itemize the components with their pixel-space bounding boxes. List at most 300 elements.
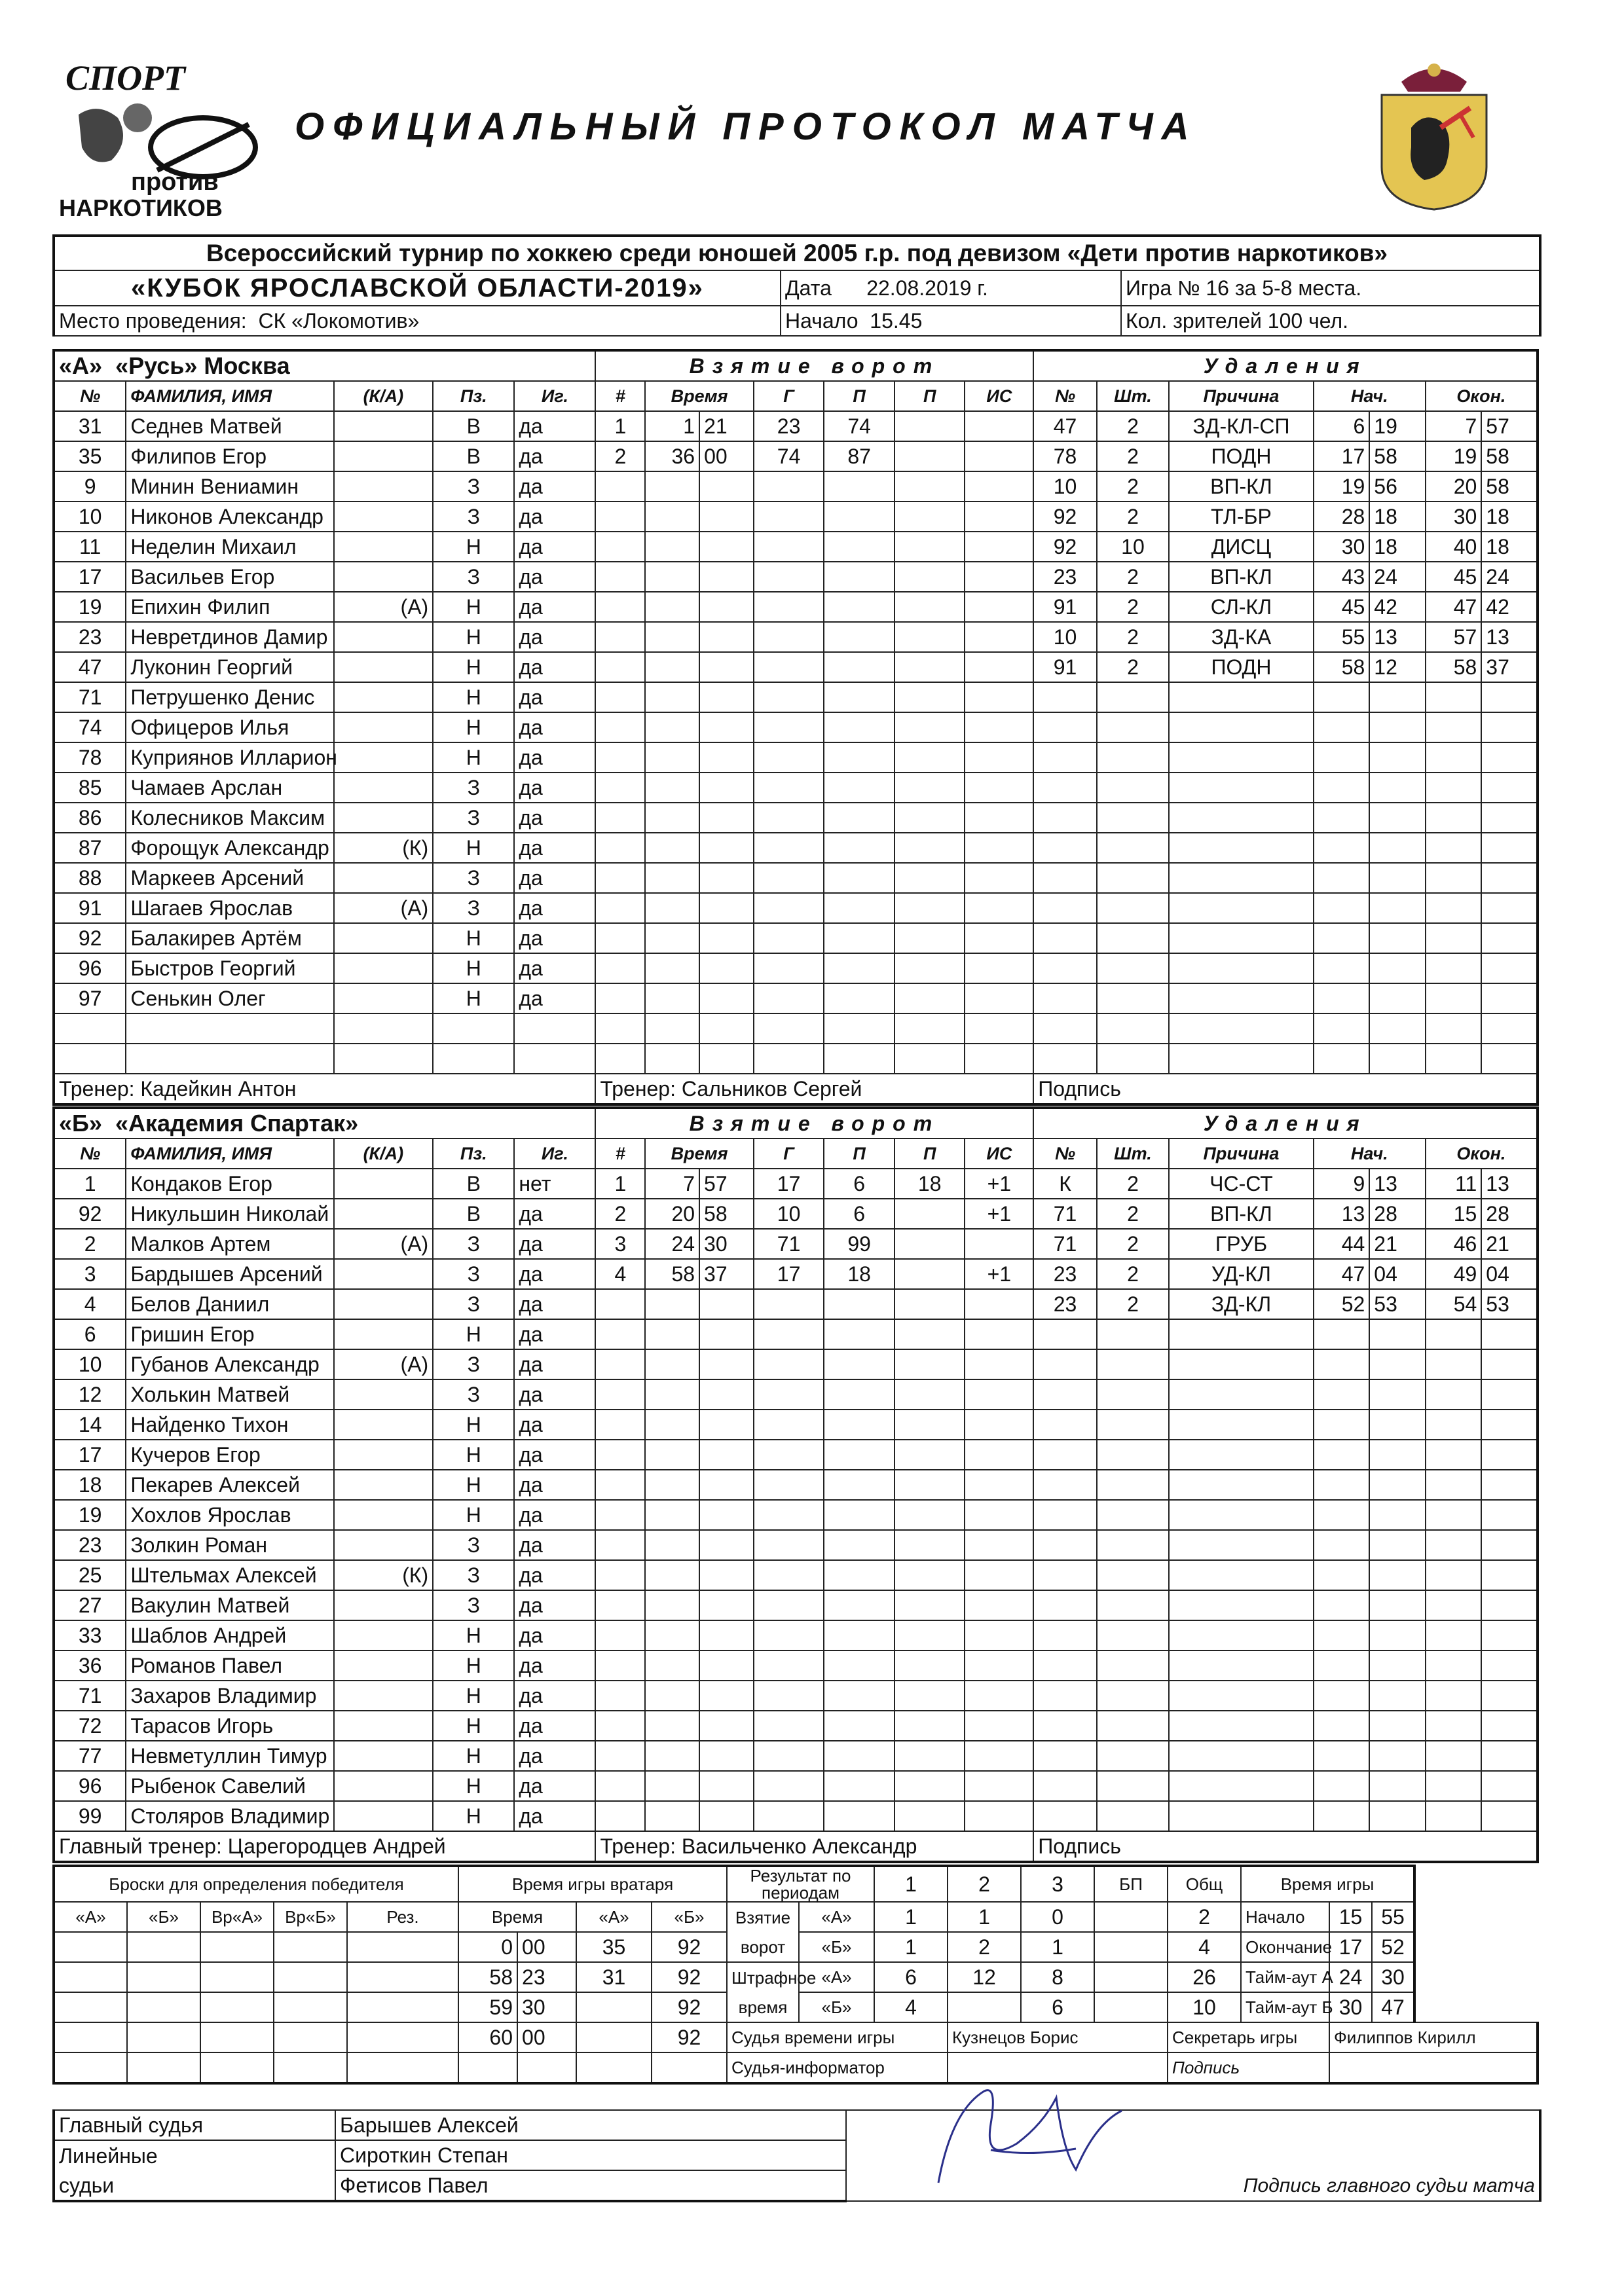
player-row — [54, 1013, 1538, 1044]
goal-assist2 — [895, 833, 965, 863]
goal-assist1 — [824, 712, 895, 742]
player-row — [54, 411, 1538, 441]
penalty-start-min — [1314, 1044, 1370, 1074]
player-number: 35 — [54, 441, 126, 471]
summary-row — [54, 2052, 1538, 2083]
penalty-end-sec — [1481, 1711, 1538, 1741]
game-time-title: Время игры — [1241, 1866, 1414, 1902]
goalie-min: 60 — [458, 2022, 517, 2052]
player-position: В — [433, 441, 514, 471]
penalty-player — [1033, 1013, 1097, 1044]
period-row-team: «А» — [799, 1962, 874, 1992]
period-3-header: 3 — [1021, 1866, 1094, 1902]
player-name: Рыбенок Савелий — [126, 1771, 333, 1801]
penalty-player — [1033, 1771, 1097, 1801]
goal-sec — [699, 803, 754, 833]
player-row — [54, 1590, 1538, 1620]
player-row — [54, 803, 1538, 833]
penalty-player — [1033, 1711, 1097, 1741]
penalty-end-sec — [1481, 1681, 1538, 1711]
game-time-sec: 55 — [1372, 1902, 1414, 1932]
penalty-player: 23 — [1033, 1259, 1097, 1289]
goal-sec — [699, 953, 754, 983]
penalty-end-sec — [1481, 1560, 1538, 1590]
player-number: 92 — [54, 923, 126, 953]
played-header: Иг. — [514, 1139, 595, 1169]
period-value — [1094, 1962, 1168, 1992]
player-position: З — [433, 562, 514, 592]
penalty-minutes — [1097, 1741, 1169, 1771]
goal-number — [595, 592, 645, 622]
timekeeper-name: Кузнецов Борис — [948, 2022, 1168, 2052]
player-name: Захаров Владимир — [126, 1681, 333, 1711]
penalty-reason — [1169, 1741, 1314, 1771]
goal-scorer-header: Г — [754, 381, 824, 411]
coach-1: Тренер: Кадейкин Антон — [54, 1074, 595, 1104]
goal-number — [595, 1590, 645, 1620]
handwritten-signature-icon — [925, 2071, 1161, 2196]
goal-sec: 00 — [699, 441, 754, 471]
goal-sec — [699, 1741, 754, 1771]
player-number: 10 — [54, 501, 126, 532]
goal-strength — [965, 803, 1033, 833]
penalty-end-sec — [1481, 803, 1538, 833]
goal-assist1 — [824, 471, 895, 501]
penalty-reason — [1169, 833, 1314, 863]
game-time-min: 24 — [1329, 1962, 1372, 1992]
penalty-start-min — [1314, 1560, 1370, 1590]
penalty-reason: ДИСЦ — [1169, 532, 1314, 562]
goalie-b: 92 — [652, 2022, 727, 2052]
penalty-start-min — [1314, 742, 1370, 773]
player-played: да — [514, 1650, 595, 1681]
goal-sec — [699, 1711, 754, 1741]
goal-assist2 — [895, 1470, 965, 1500]
goal-strength — [965, 1741, 1033, 1771]
player-role — [334, 1650, 434, 1681]
summary-row — [54, 2022, 1538, 2052]
penalty-start-sec — [1369, 1741, 1426, 1771]
player-number: 97 — [54, 983, 126, 1013]
goal-number — [595, 562, 645, 592]
player-played: да — [514, 863, 595, 893]
goal-strength — [965, 923, 1033, 953]
player-name: Быстров Георгий — [126, 953, 333, 983]
summary-row — [54, 1902, 1538, 1932]
goalie-sec: 00 — [517, 1932, 576, 1962]
shootout-cell — [200, 2022, 274, 2052]
venue-label: Место проведения: — [59, 309, 247, 333]
penalty-minutes-header: Шт. — [1097, 1139, 1169, 1169]
summary-table — [52, 1865, 1539, 2085]
player-name: Балакирев Артём — [126, 923, 333, 953]
period-value: 1 — [1021, 1932, 1094, 1962]
player-number: 77 — [54, 1741, 126, 1771]
player-played: да — [514, 953, 595, 983]
goal-assist2 — [895, 923, 965, 953]
goal-strength — [965, 1801, 1033, 1831]
penalty-end-sec — [1481, 1741, 1538, 1771]
penalty-reason — [1169, 1013, 1314, 1044]
penalty-reason — [1169, 1470, 1314, 1500]
penalty-player — [1033, 983, 1097, 1013]
player-row — [54, 1681, 1538, 1711]
goalie-b-col: «Б» — [652, 1902, 727, 1932]
goal-strength — [965, 1044, 1033, 1074]
penalty-reason: ЗД-КА — [1169, 622, 1314, 652]
goal-min — [645, 501, 699, 532]
penalty-end-sec: 04 — [1481, 1259, 1538, 1289]
player-name: Колесников Максим — [126, 803, 333, 833]
penalty-end-min — [1426, 953, 1482, 983]
goal-strength: +1 — [965, 1169, 1033, 1199]
penalty-end-min: 45 — [1426, 562, 1482, 592]
goal-scorer — [754, 1289, 824, 1319]
goal-assist1 — [824, 1711, 895, 1741]
goal-scorer — [754, 1801, 824, 1831]
goal-assist1: 18 — [824, 1259, 895, 1289]
period-value: 4 — [1168, 1932, 1241, 1962]
player-played — [514, 1044, 595, 1074]
penalty-player: 23 — [1033, 1289, 1097, 1319]
goal-assist2 — [895, 1530, 965, 1560]
penalty-minutes: 2 — [1097, 1199, 1169, 1229]
player-role — [334, 1199, 434, 1229]
shootout-cell — [274, 1962, 347, 1992]
goal-assist2 — [895, 1199, 965, 1229]
goal-strength — [965, 562, 1033, 592]
match-date — [781, 270, 1121, 306]
penalty-end-min — [1426, 1349, 1482, 1379]
goal-assist1: 6 — [824, 1199, 895, 1229]
penalty-player — [1033, 1500, 1097, 1530]
penalty-player: 71 — [1033, 1229, 1097, 1259]
goal-scorer — [754, 1620, 824, 1650]
goal-number — [595, 1530, 645, 1560]
team-b-title-row — [54, 1108, 1538, 1139]
shootout-col-1: «Б» — [127, 1902, 200, 1932]
penalty-start-sec — [1369, 863, 1426, 893]
penalty-player: 10 — [1033, 622, 1097, 652]
goal-min — [645, 893, 699, 923]
goal-strength — [965, 833, 1033, 863]
goal-strength — [965, 773, 1033, 803]
player-number: 12 — [54, 1379, 126, 1410]
player-position: Н — [433, 532, 514, 562]
player-row — [54, 773, 1538, 803]
penalty-end-sec — [1481, 863, 1538, 893]
player-position: Н — [433, 923, 514, 953]
goal-sec — [699, 1560, 754, 1590]
player-row — [54, 1530, 1538, 1560]
goal-time-header: Время — [645, 381, 753, 411]
goal-strength — [965, 471, 1033, 501]
penalty-minutes — [1097, 1771, 1169, 1801]
penalty-end-sec — [1481, 773, 1538, 803]
goal-strength — [965, 652, 1033, 682]
penalty-end-sec — [1481, 833, 1538, 863]
player-played: да — [514, 1440, 595, 1470]
player-name: Малков Артем — [126, 1229, 333, 1259]
player-played: да — [514, 441, 595, 471]
penalty-end-sec — [1481, 1771, 1538, 1801]
player-name: Петрушенко Денис — [126, 682, 333, 712]
tournament-title: Всероссийский турнир по хоккею среди юношей 2005 г.р. под девизом «Дети против наркотиков» — [54, 236, 1540, 270]
player-played: да — [514, 983, 595, 1013]
penalty-reason — [1169, 1650, 1314, 1681]
player-role — [334, 562, 434, 592]
period-value — [1094, 1902, 1168, 1932]
penalty-start-sec — [1369, 1410, 1426, 1440]
penalty-start-min: 13 — [1314, 1199, 1370, 1229]
goal-assist2 — [895, 953, 965, 983]
team-tag: «А» — [59, 352, 103, 379]
player-name: Неделин Михаил — [126, 532, 333, 562]
penalty-player — [1033, 1590, 1097, 1620]
player-name — [126, 1044, 333, 1074]
penalty-end-sec — [1481, 1410, 1538, 1440]
player-played: да — [514, 1801, 595, 1831]
penalty-start-sec — [1369, 1560, 1426, 1590]
goalie-cell — [652, 2052, 727, 2083]
head-referee-signature-cell — [846, 2110, 1540, 2201]
penalty-player — [1033, 1741, 1097, 1771]
player-row — [54, 1349, 1538, 1379]
penalty-player: 91 — [1033, 652, 1097, 682]
goal-scorer — [754, 1681, 824, 1711]
penalty-minutes — [1097, 1440, 1169, 1470]
penalty-player — [1033, 1650, 1097, 1681]
penalty-start-sec — [1369, 1801, 1426, 1831]
player-row — [54, 532, 1538, 562]
penalty-end-header: Окон. — [1426, 381, 1538, 411]
player-role — [334, 411, 434, 441]
goal-scorer — [754, 712, 824, 742]
team-a-title-row — [54, 350, 1538, 381]
player-name: Форощук Александр — [126, 833, 333, 863]
player-row — [54, 1259, 1538, 1289]
player-number: 1 — [54, 1169, 126, 1199]
shootout-cell — [54, 2022, 127, 2052]
player-number: 18 — [54, 1470, 126, 1500]
period-value: 6 — [1021, 1992, 1094, 2022]
player-row — [54, 712, 1538, 742]
penalty-end-sec — [1481, 1319, 1538, 1349]
goal-number — [595, 532, 645, 562]
player-role — [334, 1169, 434, 1199]
goal-min — [645, 1681, 699, 1711]
player-name: Чамаев Арслан — [126, 773, 333, 803]
goal-sec — [699, 1044, 754, 1074]
penalties-section-title: Удаления — [1033, 1108, 1538, 1139]
player-role — [334, 983, 434, 1013]
player-number: 85 — [54, 773, 126, 803]
head-referee-label: Главный судья — [54, 2110, 335, 2140]
goal-number — [595, 863, 645, 893]
goal-assist1 — [824, 742, 895, 773]
goal-sec — [699, 1771, 754, 1801]
penalty-player — [1033, 1620, 1097, 1650]
goal-min — [645, 953, 699, 983]
player-role: (А) — [334, 893, 434, 923]
penalty-end-min — [1426, 1560, 1482, 1590]
linesmen-label-1: Линейные — [54, 2140, 335, 2170]
shootout-cell — [127, 2052, 200, 2083]
linesman-1-name: Сироткин Степан — [335, 2140, 846, 2170]
player-played: да — [514, 1530, 595, 1560]
goal-scorer — [754, 532, 824, 562]
penalty-player: 92 — [1033, 532, 1097, 562]
goal-scorer — [754, 1711, 824, 1741]
player-role — [334, 803, 434, 833]
goal-assist2 — [895, 411, 965, 441]
player-position: Н — [433, 1470, 514, 1500]
goal-sec — [699, 1349, 754, 1379]
penalty-start-min: 6 — [1314, 411, 1370, 441]
player-row — [54, 1470, 1538, 1500]
player-role — [334, 1681, 434, 1711]
goal-assist2 — [895, 682, 965, 712]
goal-sec — [699, 1530, 754, 1560]
penalty-start-min: 19 — [1314, 471, 1370, 501]
goalie-b: 92 — [652, 1962, 727, 1992]
shootout-title: Броски для определения победителя — [54, 1866, 458, 1902]
penalty-start-sec: 56 — [1369, 471, 1426, 501]
player-role — [334, 1711, 434, 1741]
strength-header: ИС — [965, 381, 1033, 411]
position-header: Пз. — [433, 1139, 514, 1169]
goal-min — [645, 803, 699, 833]
penalty-minutes: 2 — [1097, 652, 1169, 682]
goal-scorer — [754, 1650, 824, 1681]
goal-assist2 — [895, 562, 965, 592]
goal-sec: 30 — [699, 1229, 754, 1259]
player-played: нет — [514, 1169, 595, 1199]
penalty-minutes — [1097, 983, 1169, 1013]
player-row — [54, 983, 1538, 1013]
player-number: 14 — [54, 1410, 126, 1440]
player-name: Найденко Тихон — [126, 1410, 333, 1440]
penalty-reason — [1169, 1530, 1314, 1560]
game-time-sec: 52 — [1372, 1932, 1414, 1962]
player-number: 47 — [54, 652, 126, 682]
goal-assist1 — [824, 1289, 895, 1319]
captain-header: (К/А) — [334, 1139, 434, 1169]
penalty-minutes: 2 — [1097, 471, 1169, 501]
goal-assist2 — [895, 1319, 965, 1349]
player-position: Н — [433, 1410, 514, 1440]
column-header-row — [54, 1139, 1538, 1169]
player-name: Епихин Филип — [126, 592, 333, 622]
player-played: да — [514, 1590, 595, 1620]
goal-assist1 — [824, 1590, 895, 1620]
penalty-reason — [1169, 923, 1314, 953]
goal-min — [645, 1711, 699, 1741]
period-value: 10 — [1168, 1992, 1241, 2022]
goal-assist2 — [895, 1289, 965, 1319]
goal-assist2 — [895, 652, 965, 682]
player-played: да — [514, 592, 595, 622]
penalty-reason: УД-КЛ — [1169, 1259, 1314, 1289]
penalty-player — [1033, 953, 1097, 983]
goal-sec — [699, 562, 754, 592]
goal-scorer — [754, 953, 824, 983]
penalty-end-min: 47 — [1426, 592, 1482, 622]
goal-min — [645, 1741, 699, 1771]
goal-strength: +1 — [965, 1199, 1033, 1229]
player-number: 19 — [54, 592, 126, 622]
penalty-start-sec — [1369, 1681, 1426, 1711]
player-role — [334, 1259, 434, 1289]
goal-strength — [965, 1410, 1033, 1440]
player-role — [334, 1590, 434, 1620]
goal-number-header: # — [595, 381, 645, 411]
goal-assist2 — [895, 983, 965, 1013]
goal-scorer — [754, 1500, 824, 1530]
penalty-end-min: 57 — [1426, 622, 1482, 652]
penalty-start-min — [1314, 1500, 1370, 1530]
goal-strength — [965, 592, 1033, 622]
goal-sec: 58 — [699, 1199, 754, 1229]
penalty-player — [1033, 1560, 1097, 1590]
period-row-team: «А» — [799, 1902, 874, 1932]
goal-sec — [699, 1500, 754, 1530]
goal-sec — [699, 1681, 754, 1711]
penalty-reason: ЗД-КЛ-СП — [1169, 411, 1314, 441]
goal-number — [595, 1349, 645, 1379]
goal-strength — [965, 1500, 1033, 1530]
shootout-cell — [200, 1962, 274, 1992]
penalty-start-min — [1314, 1801, 1370, 1831]
goal-assist1 — [824, 622, 895, 652]
goal-assist2 — [895, 1379, 965, 1410]
player-name: Золкин Роман — [126, 1530, 333, 1560]
team-b-name — [54, 1108, 595, 1139]
shootout-cell — [54, 1932, 127, 1962]
penalty-end-min — [1426, 1771, 1482, 1801]
player-played: да — [514, 1560, 595, 1590]
period-row-team: «Б» — [799, 1992, 874, 2022]
penalty-start-min: 58 — [1314, 652, 1370, 682]
player-row — [54, 833, 1538, 863]
goal-scorer — [754, 923, 824, 953]
penalty-start-sec: 13 — [1369, 1169, 1426, 1199]
goal-number — [595, 622, 645, 652]
player-position: Н — [433, 622, 514, 652]
penalty-player — [1033, 1410, 1097, 1440]
player-name: Невметуллин Тимур — [126, 1741, 333, 1771]
goal-assist2 — [895, 592, 965, 622]
penalty-end-sec: 21 — [1481, 1229, 1538, 1259]
penalty-minutes — [1097, 1379, 1169, 1410]
goal-min — [645, 592, 699, 622]
goal-assist1 — [824, 923, 895, 953]
penalty-start-min: 55 — [1314, 622, 1370, 652]
goal-strength — [965, 1289, 1033, 1319]
penalty-start-min — [1314, 712, 1370, 742]
player-role — [334, 1620, 434, 1650]
penalty-end-sec — [1481, 923, 1538, 953]
period-row-team: «Б» — [799, 1932, 874, 1962]
goal-number — [595, 1771, 645, 1801]
player-number: 88 — [54, 863, 126, 893]
penalty-end-min — [1426, 1530, 1482, 1560]
shootout-cell — [274, 2022, 347, 2052]
player-played: да — [514, 562, 595, 592]
start-time — [781, 306, 1121, 336]
penalty-start-sec — [1369, 1620, 1426, 1650]
penalty-minutes: 2 — [1097, 1169, 1169, 1199]
